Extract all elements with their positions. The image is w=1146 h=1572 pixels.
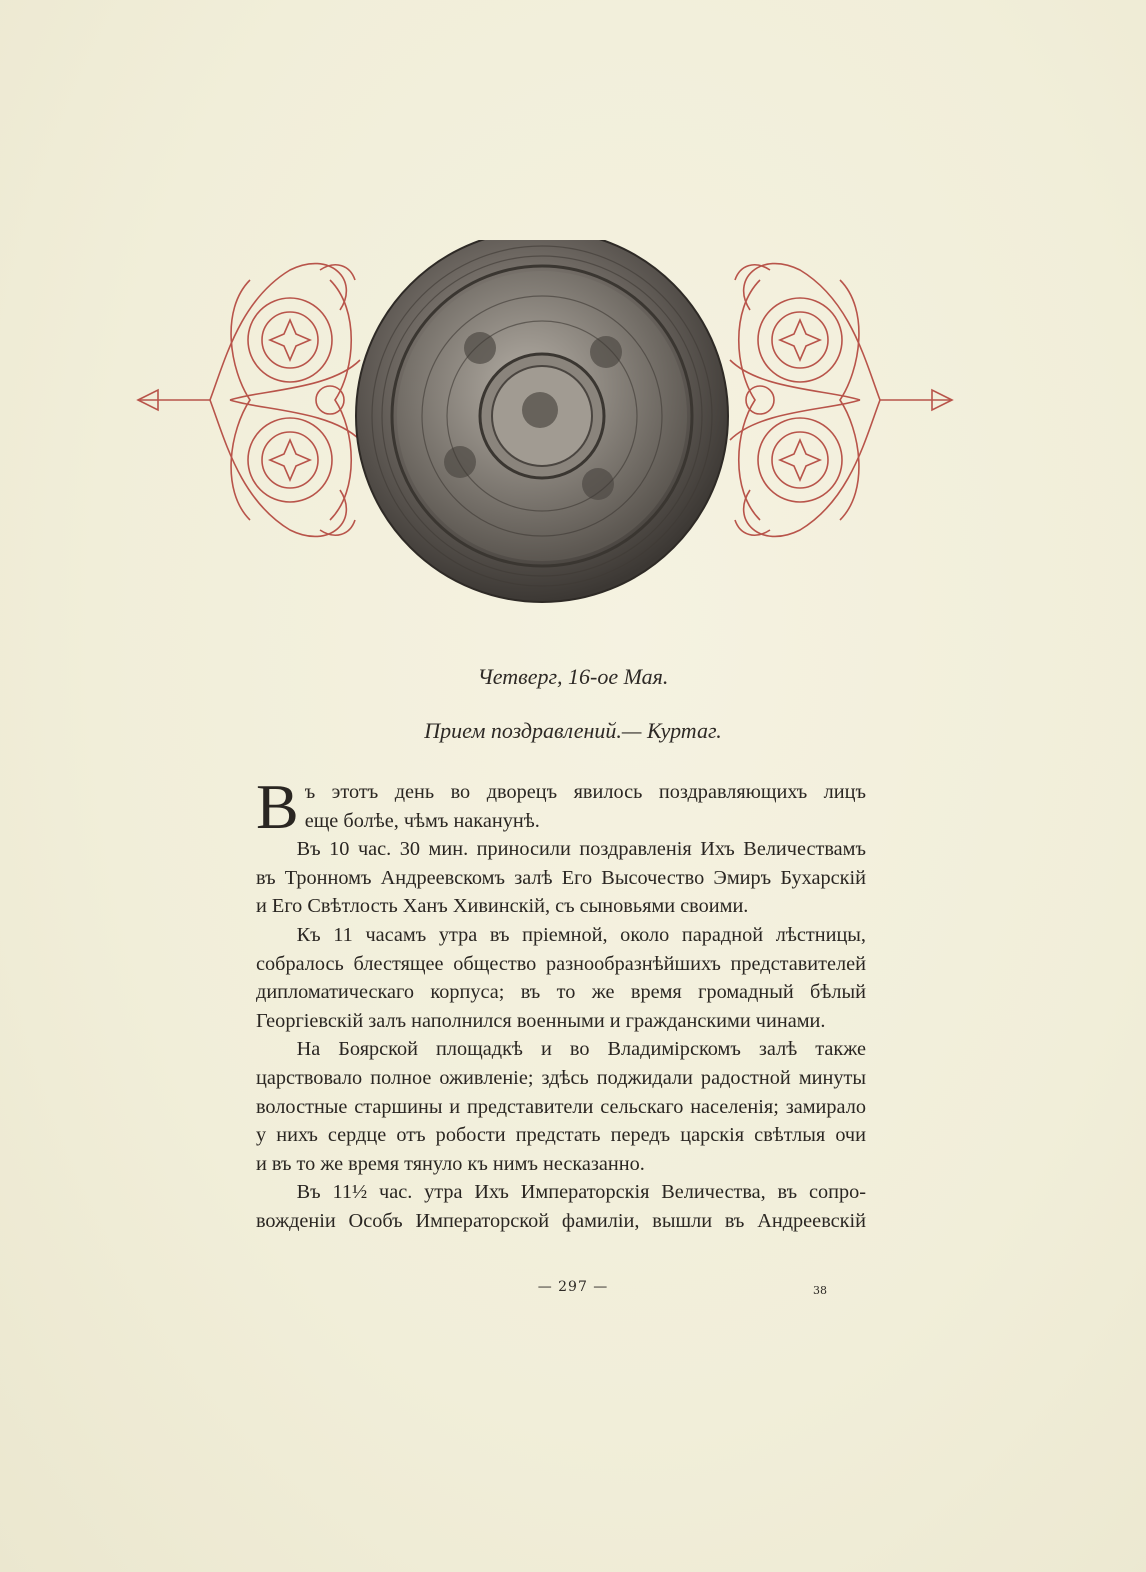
- engraved-dish-ornament: [130, 240, 960, 610]
- text-line: и Его Свѣтлость Ханъ Хивинскій, съ сыновьями своими.: [256, 895, 749, 918]
- drop-cap: В: [256, 771, 299, 842]
- text-line: и въ то же время тянуло къ нимъ несказанно.: [256, 1152, 645, 1175]
- section-subtitle: Прием поздравлений.— Куртаг.: [424, 718, 722, 743]
- text-line: Въ 10 час. 30 мин. приносили поздравленія Ихъ Величествамъ: [296, 838, 866, 861]
- text-line: ъ этотъ день во дворецъ явилось поздравляющихъ лицъ: [304, 781, 866, 803]
- text-line: вожденіи Особъ Императорской фамиліи, вышли въ Андреевскій: [256, 1209, 866, 1232]
- left-scroll-icon: [138, 264, 360, 537]
- page-number: — 297 —: [537, 1279, 609, 1295]
- text-line: еще болѣе, чѣмъ наканунѣ.: [304, 809, 540, 832]
- signature-mark: 38: [813, 1284, 827, 1297]
- engraved-dish-icon: [356, 240, 728, 602]
- text-line: Георгіевскій залъ наполнился военными и гражданскими чинами.: [256, 1009, 826, 1032]
- text-line: царствовало полное оживленіе; здѣсь поджидали радостной минуты: [256, 1066, 866, 1089]
- text-line: Въ 11½ час. утра Ихъ Императорскія Величества, въ сопро-: [296, 1181, 866, 1204]
- text-line: волостные старшины и представители сельскаго населенія; замирало: [256, 1095, 866, 1118]
- body-text: [256, 771, 866, 1236]
- text-line: въ Тронномъ Андреевскомъ залѣ Его Высочество Эмиръ Бухарскій: [256, 866, 866, 889]
- right-scroll-icon: [730, 264, 952, 537]
- text-line: у нихъ сердце отъ робости предстать передъ царскія свѣтлыя очи: [256, 1124, 866, 1147]
- text-line: дипломатическаго корпуса; въ то же время громадный бѣлый: [256, 981, 866, 1004]
- date-heading: Четверг, 16-ое Мая.: [477, 664, 669, 689]
- text-line: На Боярской площадкѣ и во Владимірскомъ залѣ также: [296, 1038, 866, 1061]
- text-line: собралось блестящее общество разнообразнѣйшихъ представителей: [256, 952, 866, 975]
- text-line: Къ 11 часамъ утра въ пріемной, около парадной лѣстницы,: [296, 923, 866, 946]
